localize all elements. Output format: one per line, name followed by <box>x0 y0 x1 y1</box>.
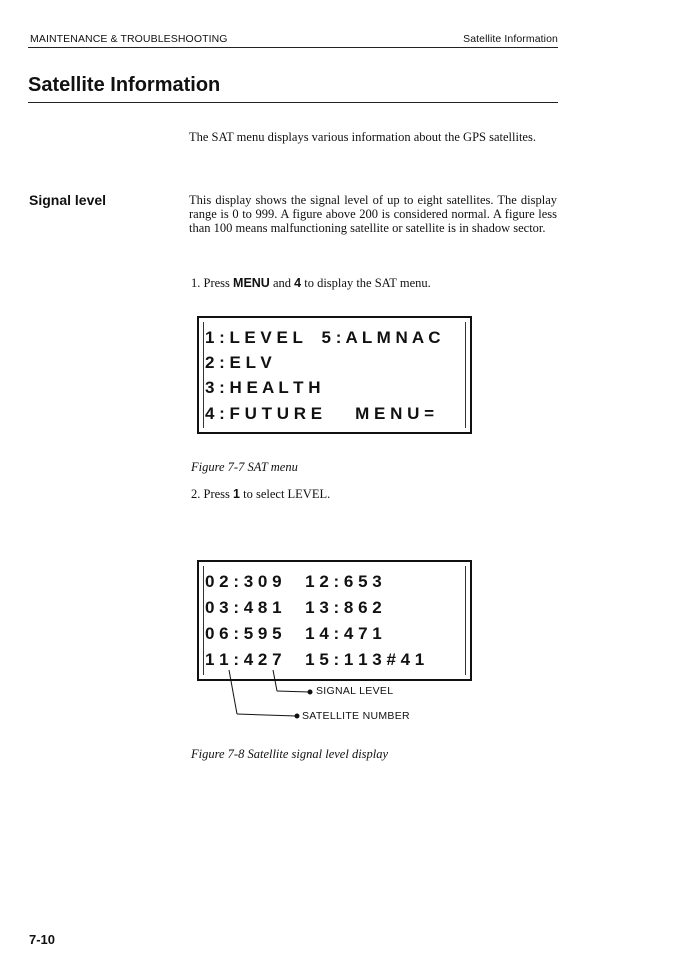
signal-level-description: This display shows the signal level of up to eight satellites. The display range is 0 to 999. A figure above 200 is considered normal. A figure less than 100 means malfunctioning satellite or satellite is in shadow sector. <box>189 193 557 235</box>
lcd-row: 1 1 : 4 2 7 1 5 : 1 1 3 # 4 1 <box>205 650 425 669</box>
menu-key: MENU <box>233 276 270 290</box>
signal-level-callout: SIGNAL LEVEL <box>316 685 394 697</box>
lcd-row: 0 3 : 4 8 1 1 3 : 8 6 2 <box>205 598 382 617</box>
page-number: 7-10 <box>29 932 56 947</box>
step-1: 1. Press MENU and 4 to display the SAT menu. <box>191 276 431 290</box>
lcd-row: 1 : L E V E L 5 : A L M N A C <box>205 328 441 347</box>
step-2: 2. Press 1 to select LEVEL. <box>191 487 331 501</box>
satellite-number-callout: SATELLITE NUMBER <box>302 710 410 722</box>
figure-7-7-caption: Figure 7-7 SAT menu <box>191 460 298 474</box>
lcd-row: 0 6 : 5 9 5 1 4 : 4 7 1 <box>205 624 382 643</box>
lcd-row: 2 : E L V <box>205 353 272 372</box>
satellite-number-leader <box>229 670 237 714</box>
lcd-row: 0 2 : 3 0 9 1 2 : 6 5 3 <box>205 572 382 591</box>
figure-7-8-caption: Figure 7-8 Satellite signal level display <box>191 747 389 761</box>
intro-paragraph: The SAT menu displays various information about the GPS satellites. <box>189 130 536 144</box>
lcd-row: 3 : H E A L T H <box>205 378 321 397</box>
signal-level-dot <box>308 690 313 695</box>
running-header-right: Satellite Information <box>463 33 558 45</box>
key-4: 4 <box>294 276 302 290</box>
subsection-heading: Signal level <box>29 192 107 208</box>
satellite-number-dot <box>295 714 300 719</box>
section-title: Satellite Information <box>28 74 221 96</box>
running-header-left: MAINTENANCE & TROUBLESHOOTING <box>30 33 228 45</box>
satellite-number-leader <box>237 714 296 716</box>
signal-level-leader <box>273 670 277 691</box>
lcd-row: 4 : F U T U R E M E N U = <box>205 404 435 423</box>
key-1: 1 <box>233 487 240 501</box>
signal-level-leader <box>277 691 309 692</box>
